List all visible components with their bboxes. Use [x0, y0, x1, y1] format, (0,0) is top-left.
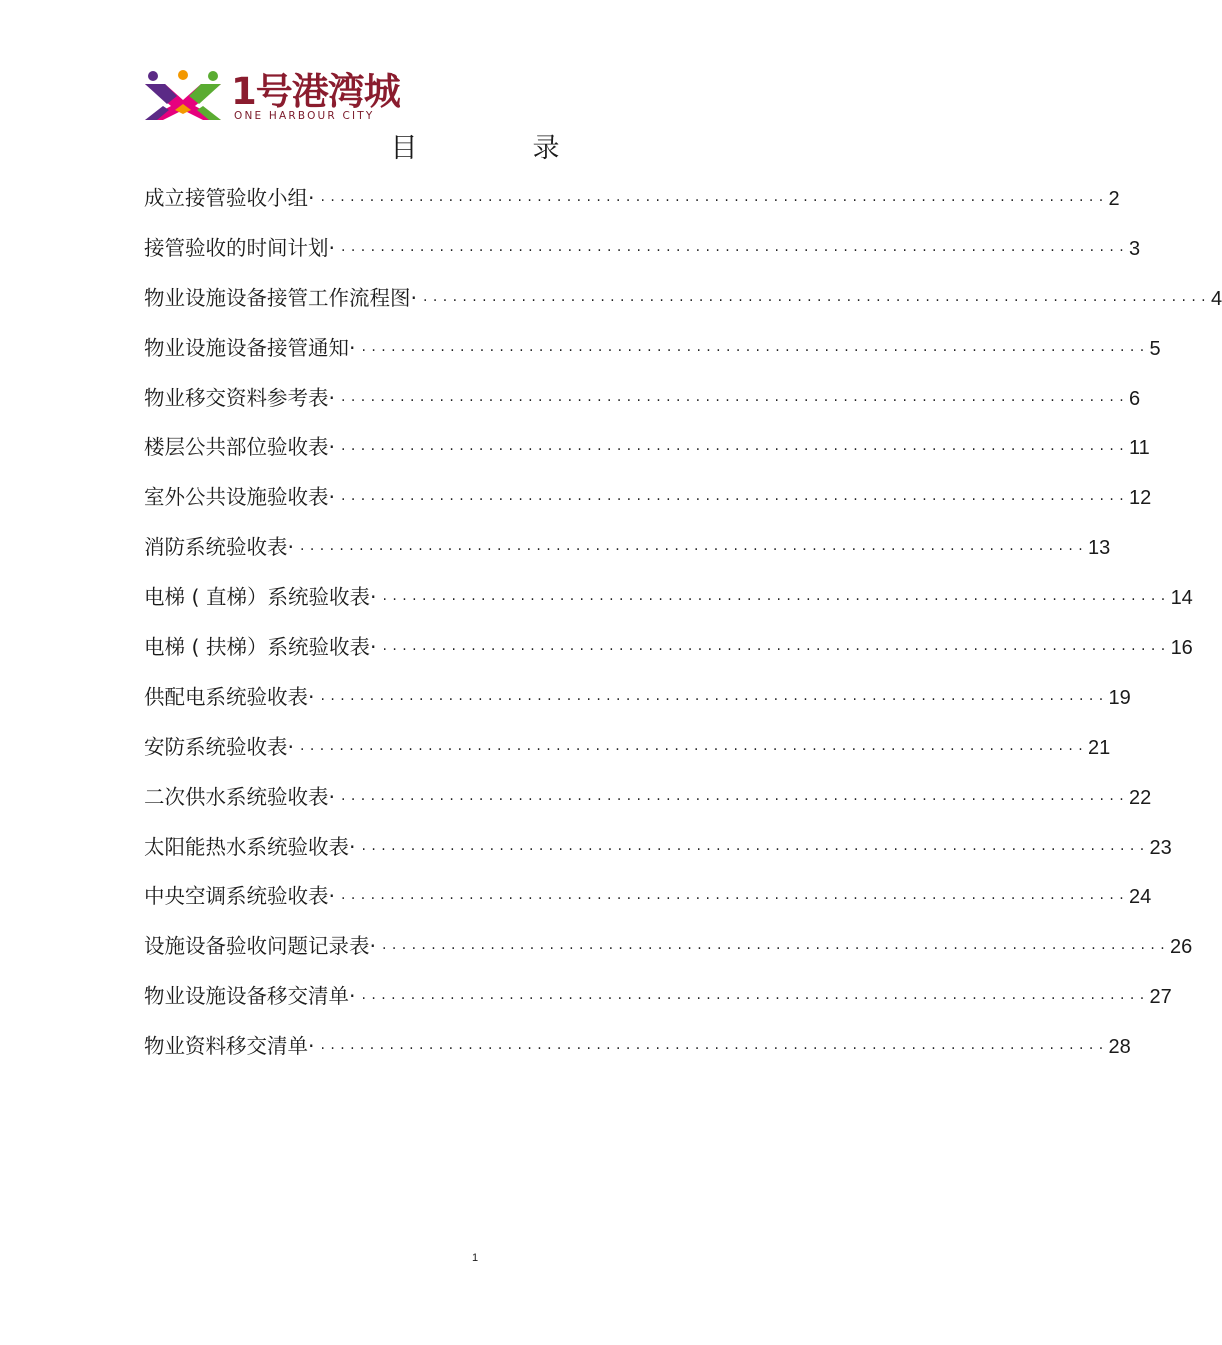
toc-entry[interactable] — [144, 874, 1152, 924]
toc-entry-page: 21 — [1088, 736, 1111, 759]
toc-entry[interactable] — [144, 1024, 1131, 1074]
toc-entry-label: 供配电系统验收表· — [144, 684, 315, 709]
toc-entry[interactable] — [144, 326, 1161, 376]
toc-entry-page: 16 — [1170, 637, 1193, 660]
toc-leader-dots: ················································································ — [300, 542, 1089, 559]
toc-entry-page: 22 — [1129, 786, 1152, 809]
toc-leader-dots: ················································································ — [320, 1041, 1109, 1058]
toc-entry[interactable] — [144, 775, 1152, 825]
logo — [143, 70, 443, 126]
toc-entry-page: 14 — [1170, 587, 1193, 610]
toc-leader-dots: ················································································ — [423, 292, 1212, 309]
toc-entry-label: 消防系统验收表· — [144, 535, 295, 560]
toc-entry-label: 二次供水系统验收表· — [144, 784, 336, 809]
toc-entry-page: 26 — [1170, 936, 1193, 959]
toc-entry-page: 11 — [1129, 437, 1150, 460]
toc-leader-dots: ················································································ — [341, 392, 1130, 409]
table-of-contents — [144, 176, 1222, 1074]
toc-entry-page: 27 — [1149, 986, 1172, 1009]
toc-entry[interactable] — [144, 525, 1111, 575]
toc-entry[interactable] — [144, 725, 1111, 775]
toc-entry-page: 4 — [1211, 287, 1222, 310]
toc-entry[interactable] — [144, 475, 1152, 525]
toc-entry-page: 3 — [1129, 237, 1141, 260]
toc-entry-label: 物业资料移交清单· — [144, 1034, 315, 1059]
toc-entry[interactable] — [144, 575, 1193, 625]
toc-leader-dots: ················································································ — [361, 841, 1150, 858]
toc-title: 目 录 — [390, 133, 604, 164]
toc-leader-dots: ················································································ — [341, 891, 1130, 908]
toc-leader-dots: ················································································ — [300, 741, 1089, 758]
toc-entry[interactable] — [144, 226, 1141, 276]
toc-entry[interactable] — [144, 974, 1172, 1024]
toc-leader-dots: ················································································ — [382, 642, 1171, 659]
toc-leader-dots: ················································································ — [341, 242, 1130, 259]
toc-entry[interactable] — [144, 376, 1141, 426]
toc-entry[interactable] — [144, 825, 1172, 875]
toc-entry-label: 电梯 ( 扶梯）系统验收表· — [144, 635, 377, 660]
toc-entry-label: 物业设施设备接管通知· — [144, 335, 356, 360]
toc-leader-dots: ················································································ — [320, 691, 1109, 708]
toc-leader-dots: ················································································ — [341, 442, 1130, 459]
toc-entry-page: 12 — [1129, 487, 1152, 510]
page-number: 1 — [471, 1252, 479, 1264]
toc-entry-label: 设施设备验收问题记录表· — [144, 934, 377, 959]
logo-figures-icon — [143, 70, 223, 126]
toc-leader-dots: ················································································ — [361, 991, 1150, 1008]
toc-entry-page: 2 — [1108, 188, 1120, 210]
toc-entry-page: 23 — [1149, 836, 1172, 859]
toc-entry-label: 太阳能热水系统验收表· — [144, 834, 356, 859]
toc-entry[interactable] — [144, 675, 1131, 725]
toc-leader-dots: ················································································ — [382, 592, 1171, 609]
toc-entry-label: 安防系统验收表· — [144, 734, 295, 759]
logo-name-en: ONE HARBOUR CITY — [234, 110, 375, 122]
toc-entry[interactable] — [144, 176, 1120, 226]
toc-entry-page: 24 — [1129, 886, 1152, 909]
toc-entry-label: 中央空调系统验收表· — [144, 884, 336, 909]
toc-entry[interactable] — [144, 924, 1193, 974]
toc-leader-dots: ················································································ — [361, 342, 1150, 359]
toc-entry[interactable] — [144, 425, 1150, 475]
toc-leader-dots: ················································································ — [320, 193, 1109, 209]
toc-entry-label: 物业设施设备接管工作流程图· — [144, 285, 418, 310]
logo-name-cn: 1号港湾城 — [231, 70, 400, 113]
toc-leader-dots: ················································································ — [382, 941, 1171, 958]
toc-entry-label: 电梯 ( 直梯）系统验收表· — [144, 585, 377, 610]
toc-leader-dots: ················································································ — [341, 492, 1130, 509]
toc-entry-label: 室外公共设施验收表· — [144, 485, 336, 510]
toc-entry-label: 成立接管验收小组· — [144, 186, 315, 210]
toc-entry-page: 19 — [1108, 686, 1131, 709]
toc-entry-page: 28 — [1108, 1036, 1131, 1059]
toc-leader-dots: ················································································ — [341, 791, 1130, 808]
toc-entry-label: 物业设施设备移交清单· — [144, 984, 356, 1009]
toc-entry-label: 接管验收的时间计划· — [144, 235, 336, 260]
toc-entry-page: 13 — [1088, 537, 1111, 560]
toc-entry-label: 楼层公共部位验收表· — [144, 435, 336, 460]
toc-entry-page: 5 — [1149, 337, 1161, 360]
toc-entry[interactable] — [144, 625, 1193, 675]
toc-entry-label: 物业移交资料参考表· — [144, 385, 336, 410]
toc-entry[interactable] — [144, 276, 1222, 326]
toc-entry-page: 6 — [1129, 387, 1141, 410]
